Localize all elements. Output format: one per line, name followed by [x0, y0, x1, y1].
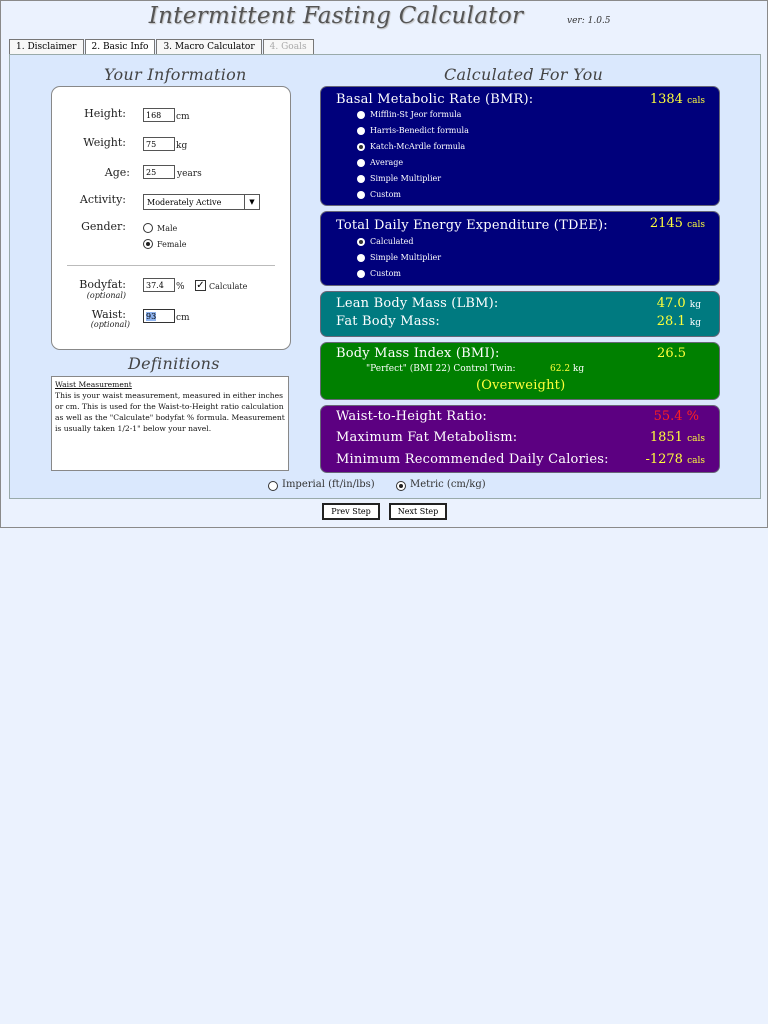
- min-daily-calories-label: Minimum Recommended Daily Calories:: [336, 452, 609, 467]
- tdee-label: Total Daily Energy Expenditure (TDEE):: [336, 218, 608, 233]
- fbm-unit: kg: [689, 318, 701, 328]
- fbm-result: [657, 314, 701, 329]
- imperial-radio[interactable]: [268, 481, 278, 491]
- calculate-checkbox[interactable]: ✓: [196, 280, 205, 291]
- fbm-label: Fat Body Mass:: [336, 314, 441, 329]
- imperial-label: Imperial (ft/in/lbs): [282, 479, 375, 490]
- tdee-option-custom-radio[interactable]: [357, 270, 365, 278]
- control-twin-value: 62.2: [550, 364, 571, 374]
- gender-male-label: Male: [157, 224, 178, 233]
- bmi-label: Body Mass Index (BMI):: [336, 346, 500, 361]
- calculate-label: Calculate: [209, 282, 248, 291]
- waist-unit: cm: [176, 313, 190, 323]
- info-box: [51, 86, 291, 350]
- calculated-for-you-title: Calculated For You: [444, 65, 604, 84]
- definitions-box: [51, 376, 289, 471]
- definition-heading: Waist Measurement: [55, 380, 132, 389]
- bmr-option-custom-radio[interactable]: [357, 191, 365, 199]
- gender-female-radio[interactable]: [143, 239, 153, 249]
- bmr-option-harris-label: Harris-Benedict formula: [370, 126, 469, 135]
- gender-label: Gender:: [81, 220, 126, 233]
- bmr-option-harris-radio[interactable]: [357, 127, 365, 135]
- weight-unit: kg: [176, 141, 188, 151]
- waist-input[interactable]: [143, 309, 175, 323]
- tab-basic-info[interactable]: 2. Basic Info: [85, 39, 156, 57]
- weight-input[interactable]: 75: [143, 137, 175, 151]
- waist-value: 93: [146, 312, 157, 321]
- metric-label: Metric (cm/kg): [410, 479, 486, 490]
- app-title: Intermittent Fasting Calculator: [148, 3, 524, 29]
- tdee-result: [650, 216, 705, 231]
- bmr-unit: cals: [687, 96, 705, 106]
- bmr-option-mifflin-radio[interactable]: [357, 111, 365, 119]
- bmr-option-average-label: Average: [370, 158, 404, 167]
- activity-label: Activity:: [79, 193, 126, 206]
- prev-step-button[interactable]: Prev Step: [322, 503, 380, 520]
- bmr-option-katch-label: Katch-McArdle formula: [370, 142, 466, 151]
- tdee-option-custom-label: Custom: [370, 269, 401, 278]
- metric-radio[interactable]: [396, 481, 406, 491]
- fbm-value: 28.1: [656, 314, 686, 329]
- definitions-title: Definitions: [128, 354, 220, 373]
- lbm-card: [320, 291, 720, 337]
- tdee-option-calculated-radio[interactable]: [357, 238, 365, 246]
- bmr-value: 1384: [649, 92, 683, 107]
- tab-goals: 4. Goals: [263, 39, 314, 57]
- lbm-value: 47.0: [656, 296, 686, 311]
- tdee-value: 2145: [649, 216, 683, 231]
- divider: [67, 265, 275, 266]
- height-label: Height:: [84, 107, 126, 120]
- bmi-value: 26.5: [657, 346, 686, 361]
- bmr-result: [650, 92, 705, 107]
- chevron-down-icon[interactable]: ▼: [244, 194, 260, 210]
- bmr-card: [320, 86, 720, 206]
- gender-male-radio[interactable]: [143, 223, 153, 233]
- tab-macro-calculator[interactable]: 3. Macro Calculator: [156, 39, 261, 57]
- waist-to-height-label: Waist-to-Height Ratio:: [336, 409, 487, 424]
- activity-select[interactable]: Moderately Active: [143, 194, 260, 210]
- gender-female-label: Female: [157, 240, 187, 249]
- weight-label: Weight:: [83, 136, 126, 149]
- bmr-label: Basal Metabolic Rate (BMR):: [336, 92, 534, 107]
- lbm-result: [657, 296, 701, 311]
- bmr-option-custom-label: Custom: [370, 190, 401, 199]
- waist-label: Waist:: [91, 308, 126, 321]
- waist-optional-note: (optional): [90, 320, 130, 329]
- height-unit: cm: [176, 112, 190, 122]
- bodyfat-unit: %: [176, 282, 185, 292]
- bodyfat-optional-note: (optional): [86, 291, 126, 300]
- next-step-button[interactable]: Next Step: [389, 503, 447, 520]
- bmr-option-katch-radio[interactable]: [357, 143, 365, 151]
- waist-to-height-value: 55.4 %: [653, 409, 699, 424]
- lbm-label: Lean Body Mass (LBM):: [336, 296, 499, 311]
- control-twin-result: [550, 364, 584, 374]
- min-daily-calories-value: -1278: [645, 452, 683, 467]
- tab-disclaimer[interactable]: 1. Disclaimer: [9, 39, 84, 57]
- bmr-option-mifflin-label: Mifflin-St Jeor formula: [370, 110, 462, 119]
- lbm-unit: kg: [689, 300, 701, 310]
- basic-info-panel: [9, 54, 761, 499]
- bmr-option-simple-radio[interactable]: [357, 175, 365, 183]
- fat-metabolism-card: [320, 405, 720, 473]
- max-fat-metabolism-result: [650, 430, 705, 445]
- bmi-status: (Overweight): [476, 378, 566, 393]
- age-unit: years: [177, 169, 202, 179]
- max-fat-metabolism-label: Maximum Fat Metabolism:: [336, 430, 518, 445]
- height-input[interactable]: 168: [143, 108, 175, 122]
- bmr-option-simple-label: Simple Multiplier: [370, 174, 442, 183]
- bodyfat-label: Bodyfat:: [79, 278, 126, 291]
- version-label: ver: 1.0.5: [567, 16, 611, 26]
- tdee-option-calculated-label: Calculated: [370, 237, 414, 246]
- bodyfat-input[interactable]: 37.4: [143, 278, 175, 292]
- tdee-option-simple-radio[interactable]: [357, 254, 365, 262]
- bmi-card: [320, 342, 720, 400]
- control-twin-unit: kg: [572, 364, 585, 374]
- age-label: Age:: [104, 166, 130, 179]
- max-fat-metabolism-value: 1851: [649, 430, 683, 445]
- your-information-title: Your Information: [104, 65, 247, 84]
- max-fat-metabolism-unit: cals: [687, 434, 705, 444]
- tdee-card: [320, 211, 720, 286]
- bmr-option-average-radio[interactable]: [357, 159, 365, 167]
- min-daily-calories-result: [645, 452, 705, 467]
- age-input[interactable]: 25: [143, 165, 175, 179]
- definition-text: This is your waist measurement, measured in either inches or cm. This is used for the Waist-to-Height ratio calculation as well as the "Calculate" bodyfat % formula. Measurement is usually taken 1/2-1" below your navel.: [55, 391, 285, 433]
- tdee-option-simple-label: Simple Multiplier: [370, 253, 442, 262]
- tdee-unit: cals: [687, 220, 705, 230]
- min-daily-calories-unit: cals: [687, 456, 705, 466]
- control-twin-label: "Perfect" (BMI 22) Control Twin:: [366, 364, 516, 374]
